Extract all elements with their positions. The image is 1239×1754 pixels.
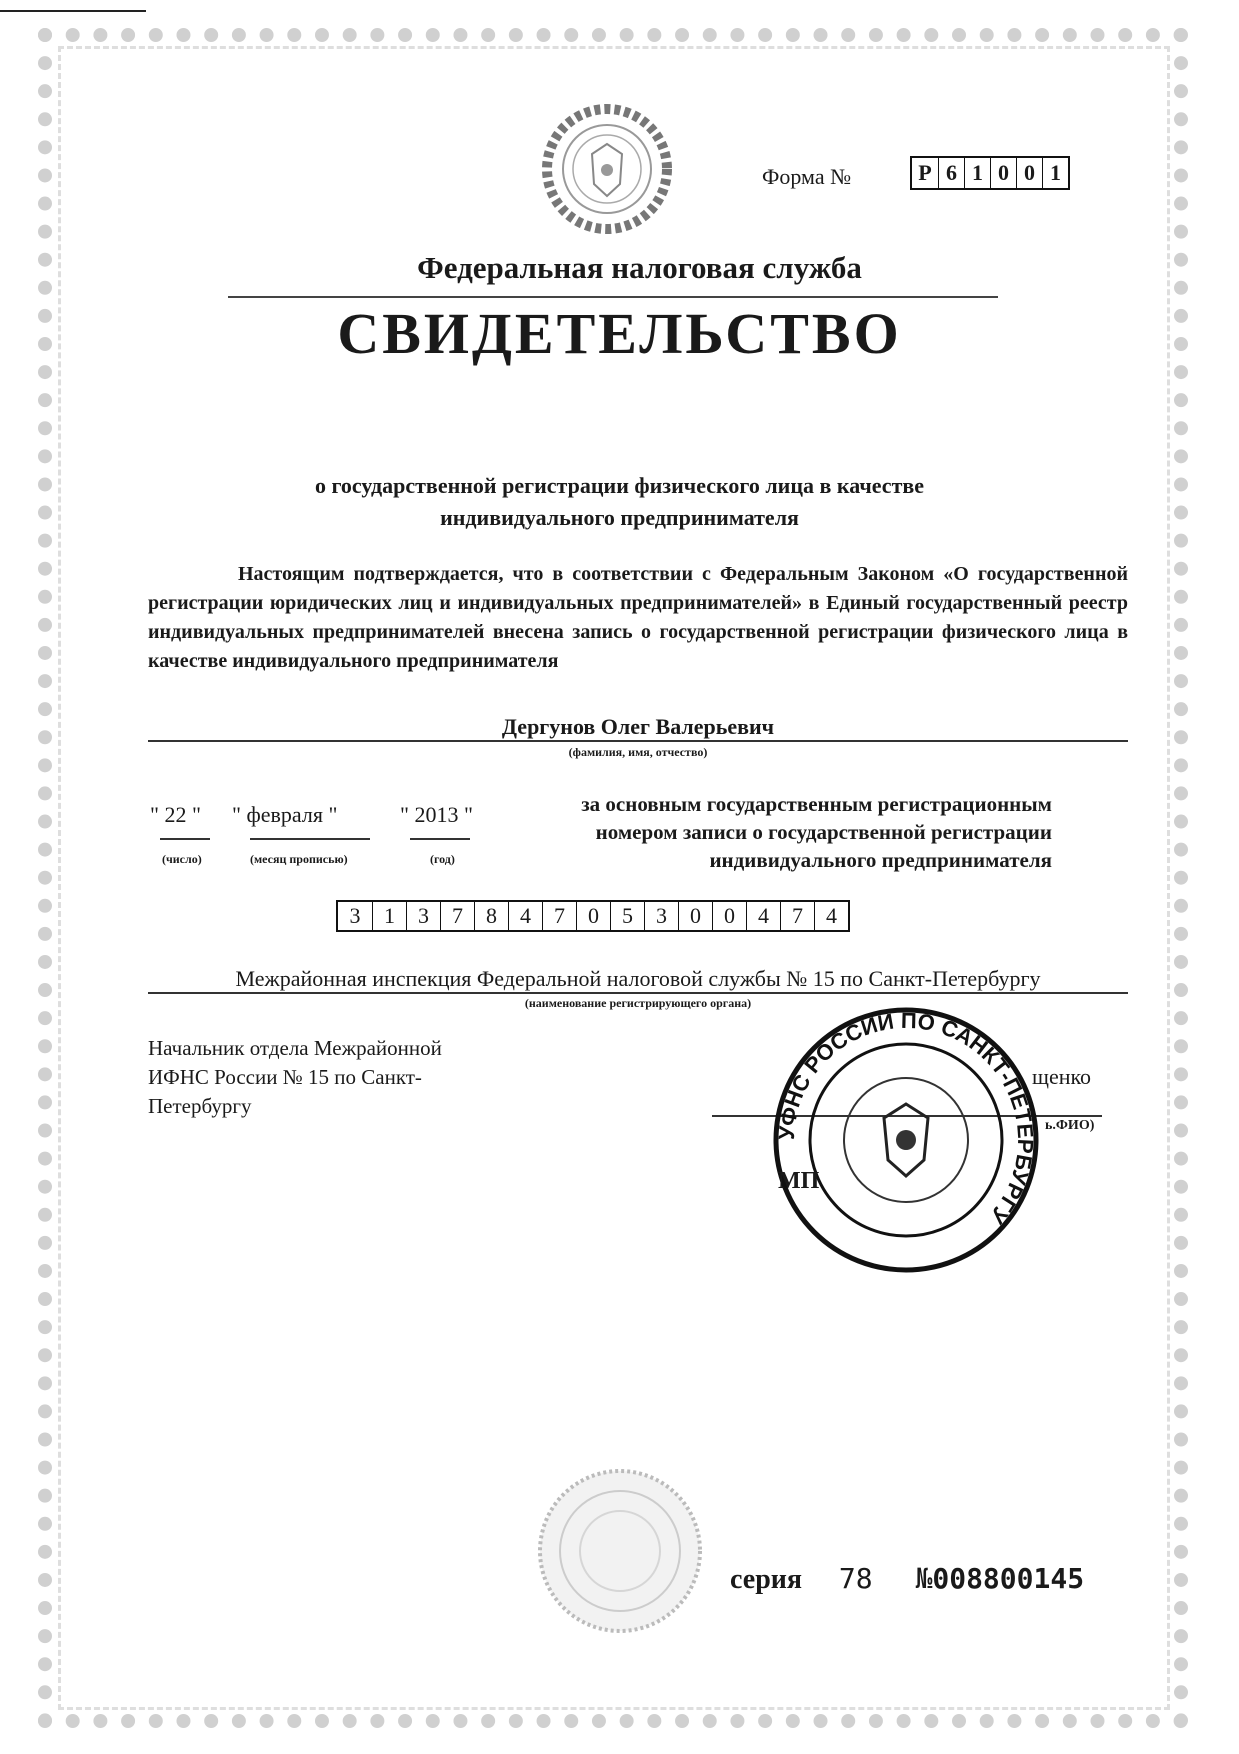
ogrnip-digit: 8 bbox=[474, 902, 508, 930]
form-code-char: 0 bbox=[1016, 158, 1042, 188]
paragraph-text: Настоящим подтверждается, что в соответствии с Федеральным Законом «О государственной регистрации юридических лиц и индивидуальных предпринимателей» в Единый государственный реестр индивидуальных предпринимателей внесена запись о государственной регистрации физического лица в качестве индивидуального предпринимателя bbox=[148, 563, 1128, 672]
agency-rule bbox=[228, 296, 998, 298]
ogrnip-digit: 3 bbox=[406, 902, 440, 930]
ogrnip-digit: 7 bbox=[780, 902, 814, 930]
date-day-rule bbox=[160, 838, 210, 840]
ogrnip-digit: 1 bbox=[372, 902, 406, 930]
ogrnip-digit: 4 bbox=[508, 902, 542, 930]
reg-text-line: за основным государственным регистрационным bbox=[581, 792, 1052, 816]
ogrnip-digit: 7 bbox=[542, 902, 576, 930]
official-seal-icon bbox=[766, 1000, 1046, 1280]
ogrnip-digit: 3 bbox=[644, 902, 678, 930]
agency-heading bbox=[0, 250, 1239, 286]
document-title: СВИДЕТЕЛЬСТВО bbox=[337, 301, 902, 366]
registering-authority: Межрайонная инспекция Федеральной налоговой службы № 15 по Санкт-Петербургу bbox=[235, 966, 1041, 991]
seal-text: УФНС РОССИИ ПО САНКТ-ПЕТЕРБУРГУ bbox=[773, 1007, 1039, 1229]
agency-name: Федеральная налоговая служба bbox=[417, 250, 862, 285]
date-year-rule bbox=[410, 838, 470, 840]
person-caption: (фамилия, имя, отчество) bbox=[568, 745, 708, 759]
certification-paragraph bbox=[148, 560, 1128, 676]
hologram-icon bbox=[535, 1466, 705, 1636]
ogrnip-digit: 5 bbox=[610, 902, 644, 930]
date-month: " февраля " bbox=[232, 802, 338, 827]
scan-edge-mark bbox=[0, 10, 146, 12]
reg-text-line: индивидуального предпринимателя bbox=[709, 848, 1052, 872]
ogrnip-digit: 4 bbox=[814, 902, 848, 930]
seal-place-mark: МП bbox=[778, 1168, 820, 1194]
signatory-title bbox=[148, 1034, 508, 1121]
date-day-caption: (число) bbox=[162, 852, 202, 866]
subtitle-line: индивидуального предпринимателя bbox=[440, 505, 799, 530]
authority-caption: (наименование регистрирующего органа) bbox=[524, 996, 752, 1010]
emblem-rosette-icon bbox=[542, 104, 672, 234]
form-code-char: 1 bbox=[1042, 158, 1068, 188]
date-month-rule bbox=[250, 838, 370, 840]
form-code-char: 1 bbox=[964, 158, 990, 188]
registration-number-text bbox=[510, 790, 1052, 874]
person-full-name: Дергунов Олег Валерьевич bbox=[501, 714, 775, 739]
form-code-boxes bbox=[910, 156, 1070, 190]
signatory-caption: ь.ФИО) bbox=[1045, 1118, 1095, 1133]
ogrnip-boxes bbox=[336, 900, 850, 932]
ogrnip-digit: 0 bbox=[576, 902, 610, 930]
date-year: " 2013 " bbox=[400, 802, 473, 827]
form-code-char: 0 bbox=[990, 158, 1016, 188]
signatory-name: щенко bbox=[1032, 1064, 1092, 1089]
serial-no-label: № bbox=[915, 1562, 933, 1595]
subtitle-line: о государственной регистрации физического лица в качестве bbox=[314, 473, 925, 498]
serial-number: 008800145 bbox=[932, 1562, 1085, 1595]
reg-text-line: номером записи о государственной регистрации bbox=[595, 820, 1052, 844]
person-rule bbox=[148, 740, 1128, 742]
document-subtitle bbox=[0, 470, 1239, 534]
series-code: 78 bbox=[838, 1562, 873, 1595]
form-code-char: 6 bbox=[938, 158, 964, 188]
signatory-title-line: Петербургу bbox=[148, 1094, 252, 1118]
ogrnip-digit: 0 bbox=[712, 902, 746, 930]
signatory-title-line: ИФНС России № 15 по Санкт- bbox=[148, 1065, 422, 1089]
form-code-char: Р bbox=[918, 160, 932, 185]
authority-rule bbox=[148, 992, 1128, 994]
signatory-title-line: Начальник отдела Межрайонной bbox=[148, 1036, 442, 1060]
ogrnip-digit: 4 bbox=[746, 902, 780, 930]
date-day: " 22 " bbox=[150, 802, 201, 827]
series-label: серия bbox=[730, 1564, 803, 1595]
date-year-caption: (год) bbox=[430, 852, 455, 866]
form-number-label: Форма № bbox=[762, 164, 852, 189]
date-month-caption: (месяц прописью) bbox=[250, 852, 348, 866]
ogrnip-digit: 3 bbox=[349, 903, 361, 928]
ogrnip-digit: 0 bbox=[678, 902, 712, 930]
ogrnip-digit: 7 bbox=[440, 902, 474, 930]
series-number bbox=[730, 1562, 1084, 1596]
